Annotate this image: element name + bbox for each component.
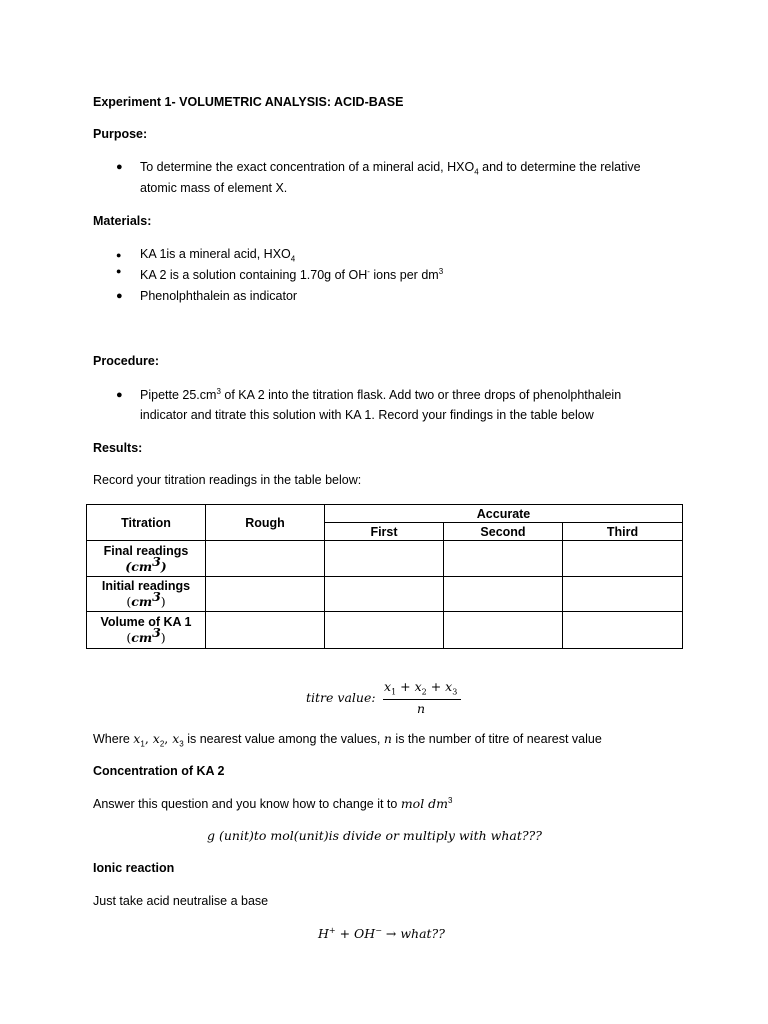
cell-final-third[interactable] xyxy=(563,541,683,577)
header-third: Third xyxy=(563,523,683,541)
cell-volume-third[interactable] xyxy=(563,612,683,649)
concentration-question: Answer this question and you know how to change it to mol $dm^3$ xyxy=(93,795,453,811)
materials-item-ka2: KA 2 is a solution containing 1.70g of OH- ions per $dm^3$ xyxy=(140,266,444,282)
header-titration: Titration xyxy=(87,505,206,541)
cell-final-first[interactable] xyxy=(325,541,444,577)
cell-initial-first[interactable] xyxy=(325,577,444,612)
header-rough: Rough xyxy=(206,505,325,541)
materials-heading: Materials: xyxy=(93,214,152,228)
bullet-marker: ● xyxy=(116,250,122,260)
conversion-equation: g (unit)to mol(unit)is divide or multiply with what??? xyxy=(207,828,542,843)
formula-numerator: $x_1 + x_2 + x_3$ xyxy=(384,679,458,697)
unit-cm3: $(cm^3)$ xyxy=(125,553,167,574)
row-label-volume-text: Volume of KA 1 xyxy=(100,615,192,629)
bullet-marker: ● xyxy=(116,290,123,302)
titration-table xyxy=(86,504,683,649)
titre-value-formula xyxy=(306,679,486,719)
bullet-marker: ● xyxy=(116,389,123,401)
cell-final-rough[interactable] xyxy=(206,541,325,577)
row-label-final xyxy=(87,541,206,577)
cell-final-second[interactable] xyxy=(444,541,563,577)
fraction-bar xyxy=(383,699,461,700)
procedure-heading: Procedure: xyxy=(93,354,159,368)
ionic-equation: H+ + OH− → what?? xyxy=(318,925,445,941)
cell-volume-second[interactable] xyxy=(444,612,563,649)
where-explanation: Where $x_1$, $x_2$, $x_3$ is nearest value among the values, n is the number of titre of nearest value xyxy=(93,731,602,749)
bullet-marker: ● xyxy=(116,266,122,276)
row-label-volume xyxy=(87,612,206,649)
table-row xyxy=(87,612,683,649)
materials-item-indicator: Phenolphthalein as indicator xyxy=(140,289,298,303)
formula-denominator: n xyxy=(417,701,426,716)
row-label-initial xyxy=(87,577,206,612)
purpose-text-line2: atomic mass of element X. xyxy=(140,181,288,195)
cell-initial-rough[interactable] xyxy=(206,577,325,612)
cell-volume-first[interactable] xyxy=(325,612,444,649)
row-label-final-text: Final readings xyxy=(103,543,189,558)
procedure-text-line2: indicator and titrate this solution with KA 1. Record your findings in the table below xyxy=(140,408,594,422)
cell-volume-rough[interactable] xyxy=(206,612,325,649)
purpose-heading: Purpose: xyxy=(93,127,148,141)
cell-initial-second[interactable] xyxy=(444,577,563,612)
unit-cm3: $(cm^3)$ xyxy=(126,624,166,645)
bullet-marker: ● xyxy=(116,161,123,173)
header-second: Second xyxy=(444,523,563,541)
table-row xyxy=(87,577,683,612)
row-label-initial-text: Initial readings xyxy=(101,579,191,593)
ionic-heading: Ionic reaction xyxy=(93,861,175,875)
results-heading: Results: xyxy=(93,441,143,455)
header-first: First xyxy=(325,523,444,541)
cell-initial-third[interactable] xyxy=(563,577,683,612)
procedure-text-line1: Pipette $25.cm^3$ of KA 2 into the titration flask. Add two or three drops of phenolphthalein xyxy=(140,386,622,402)
table-row xyxy=(87,541,683,577)
document-title: Experiment 1- VOLUMETRIC ANALYSIS: ACID-BASE xyxy=(93,95,404,109)
ionic-line: Just take acid neutralise a base xyxy=(93,894,269,908)
unit-cm3: $(cm^3)$ xyxy=(126,588,166,609)
concentration-heading: Concentration of KA 2 xyxy=(93,764,225,778)
purpose-text-line1: To determine the exact concentration of a mineral acid, $HXO_4$ and to determine the relative xyxy=(140,160,641,177)
results-instruction: Record your titration readings in the table below: xyxy=(93,473,362,487)
header-accurate: Accurate xyxy=(325,505,683,523)
formula-lhs: titre value: xyxy=(306,690,376,705)
materials-item-ka1: KA 1is a mineral acid, $HXO_4$ xyxy=(140,247,296,264)
